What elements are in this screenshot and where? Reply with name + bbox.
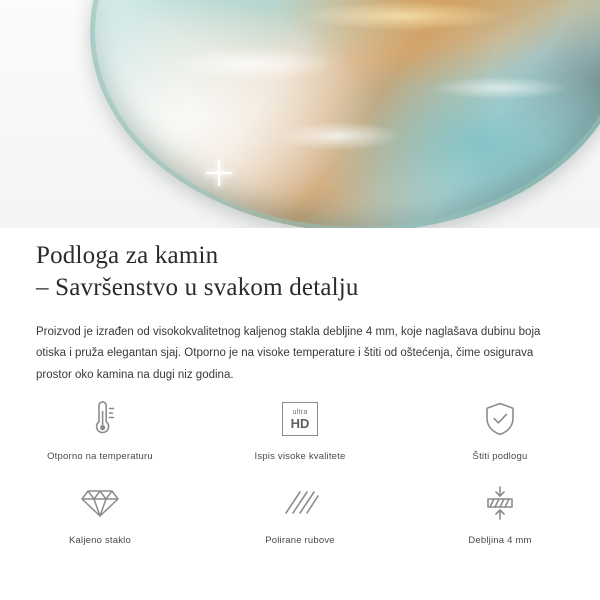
hero-image: [0, 0, 600, 228]
feature-polished-edges: [200, 480, 400, 546]
feature-tempered-glass: [0, 480, 200, 546]
feature-heat-resistant: [0, 396, 200, 462]
feature-label: Kaljeno staklo: [69, 535, 131, 546]
thickness-arrows-icon: [480, 480, 520, 526]
feature-label: Polirane rubove: [265, 535, 335, 546]
glass-board-image: [90, 0, 600, 228]
feature-label: Debljina 4 mm: [468, 535, 532, 546]
product-description: Proizvod je izrađen od visokokvalitetnog kaljenog stakla debljine 4 mm, koje naglašava dubinu boja otiska i pruža elegantan sjaj. Otporno je na visoke temperature i štiti od oštećenja, čime osigurava prostor oko kamina na dugi niz godina.: [36, 326, 541, 381]
shield-check-icon: [482, 396, 518, 442]
diamond-icon: [80, 480, 120, 526]
ultra-text: ultra: [292, 408, 308, 416]
thermometer-icon: [83, 396, 117, 442]
text-content: [0, 228, 600, 386]
page-title: [0, 228, 600, 304]
feature-label: Štiti podlogu: [472, 451, 528, 462]
headline-line-1: Podloga za kamin: [36, 242, 219, 269]
feature-protects-surface: [400, 396, 600, 462]
ultra-hd-icon: [282, 396, 318, 442]
feature-grid: [0, 396, 600, 546]
polished-edges-icon: [280, 480, 320, 526]
feature-print-quality: [200, 396, 400, 462]
feature-thickness: [400, 480, 600, 546]
feature-label: Ispis visoke kvalitete: [254, 451, 346, 462]
marble-veins: [90, 0, 600, 228]
feature-label: Otporno na temperaturu: [47, 451, 153, 462]
headline-line-2: – Savršenstvo u svakom detalju: [36, 274, 359, 301]
hd-text: HD: [290, 415, 310, 431]
